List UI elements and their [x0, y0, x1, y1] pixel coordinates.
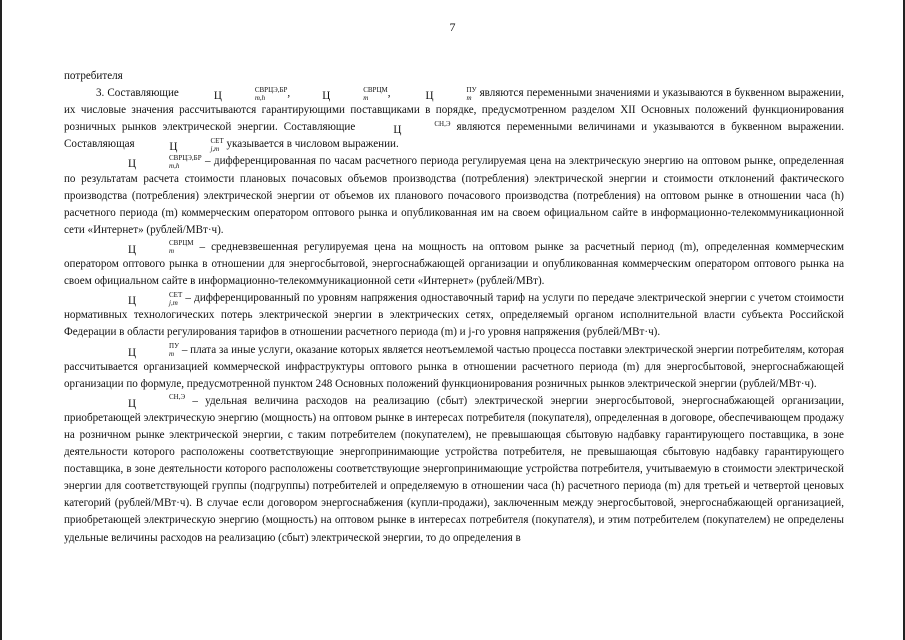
definition-svrce-br [64, 153, 844, 238]
paragraph-text: указывается в числовом выражении. [223, 138, 399, 151]
definition-pu [64, 342, 844, 393]
symbol-c-set: Ц СЕТ j,m [128, 290, 183, 308]
definition-set [64, 290, 844, 341]
page-number: 7 [449, 20, 456, 34]
document-body [64, 68, 844, 547]
symbol-c-svrcm: Ц СВРЦМ m [128, 239, 194, 256]
symbol-c-pu: Ц ПУ m [128, 342, 180, 359]
definition-text: – удельная величина расходов на реализацию (сбыт) электрической энергии энергосбытовой, энергоснабжающей организации, приобретающей электрическую энергию (мощность) на оптовом рынке в интересах потребителя (покупателя), определенная в договоре, обеспечивающем продажу на розничном рынке электрической энергии, с таким потребителем (покупателем), не превышающая сбытовую надбавку гарантирующего поставщика, в зоне деятельности которого расположены соответствующие энергопринимающие устройства потребителя, не превышающая сбытовую надбавку гарантирующего поставщика, в зоне деятельности которого расположены соответствующие энергопринимающие устройства потребителя, учитываемую в стоимости электрической энергии для соответствующей группы (подгруппы) потребителей и определяемую в отношении часа (h) расчетного периода (m) для третьей и четвертой ценовых категорий (рублей/МВт·ч). В случае если договором энергоснабжения (купли-продажи), заключенным между энергосбытовой, энергоснабжающей организацией, приобретающей электрическую энергию (мощность) на оптовом рынке в интересах потребителя (покупателя), и этим потребителем (покупателем) не определены удельные величины расходов на реализацию (сбыт) электрической энергии, то до определения в [64, 394, 844, 544]
paragraph-text: являются переменными значениями и указываются в буквенном выражении, их числовые значения рассчитываются гарантирующими поставщиками в порядке, предусмотренном разделом XII Основных положений функционирования розничных рынков электрической энергии. Составляющие [64, 87, 845, 134]
paragraph-text: являются переменными величинами и указываются в буквенном выражении. Составляющая [64, 121, 844, 151]
symbol-c-sn-e: Ц СН,Э [128, 393, 186, 410]
definition-svrcm [64, 239, 844, 290]
symbol-c-set: Ц СЕТ j,m [169, 136, 224, 154]
symbol-c-pu: Ц ПУ m [425, 85, 477, 103]
symbol-c-svrce-br: Ц СВРЦЭ,БР m,h [128, 154, 202, 171]
paragraph-continuation: потребителя [64, 70, 123, 82]
symbol-c-svrce-br: Ц СВРЦЭ,БР m,h [213, 85, 288, 103]
paragraph-text: 3. Составляющие [96, 87, 182, 100]
definition-text: – плата за иные услуги, оказание которых является неотъемлемой частью процесса поставки электрической энергии потребителям, которая рассчитывается организацией коммерческой инфраструктуры оптового рынка в отношении расчетного периода (m) для энергосбытовой, энергоснабжающей организации по формуле, предусмотренной пунктом 248 Основных положений функционирования розничных рынков электрической энергии (рублей/МВт·ч). [64, 343, 844, 390]
symbol-c-svrcm: Ц СВРЦМ m [322, 85, 388, 103]
symbol-c-sn-e: Ц СН,Э [393, 119, 451, 137]
definition-text: – дифференцированная по часам расчетного периода регулируемая цена на электрическую энергию на оптовом рынке, определенная по результатам расчета стоимости плановых почасовых объемов производства (потребления) электрической энергии и стоимости отклонений фактического производства (потребления) электрической энергии от объемов их планового почасового производства (потребления) на оптовом рынке в отношении часа (h) расчетного периода (m) коммерческим оператором оптового рынка и опубликованная им на своем официальном сайте в информационно-телекоммуникационной сети «Интернет» (рублей/МВт·ч). [64, 155, 844, 236]
paragraph-components: 3. Составляющие Ц СВРЦЭ,БР m,h , Ц СВРЦМ m , Ц ПУ m являются переменными значениями и указываются в буквенном выражении, их числовые значения рассчитываются гарантирующими поставщиками в порядке, предусмотренном разделом XII Основных положений функционирования розничных рынков электрической энергии. Составляющие Ц СН,Э являются переменными величинами и указываются в буквенном выражении. Составляющая Ц СЕТ j,m указывается в числовом выражении. [64, 85, 845, 154]
definition-text: – дифференцированный по уровням напряжения одноставочный тариф на услуги по передаче электрической энергии с учетом стоимости нормативных технологических потерь электрической энергии в электрических сетях, определяемый органом исполнительной власти субъекта Российской Федерации в области регулирования тарифов в отношении расчетного периода (m) и j-го уровня напряжения (рублей/МВт·ч). [64, 292, 844, 339]
definition-text: – средневзвешенная регулируемая цена на мощность на оптовом рынке за расчетный период (m), определенная коммерческим оператором оптового рынка в отношении для энергосбытовой, энергоснабжающей организации и опубликованная коммерческим оператором оптового рынка на своем официальном сайте в информационно-телекоммуникационной сети «Интернет» (рублей/МВт). [64, 240, 844, 288]
definition-sn-e [64, 393, 844, 547]
